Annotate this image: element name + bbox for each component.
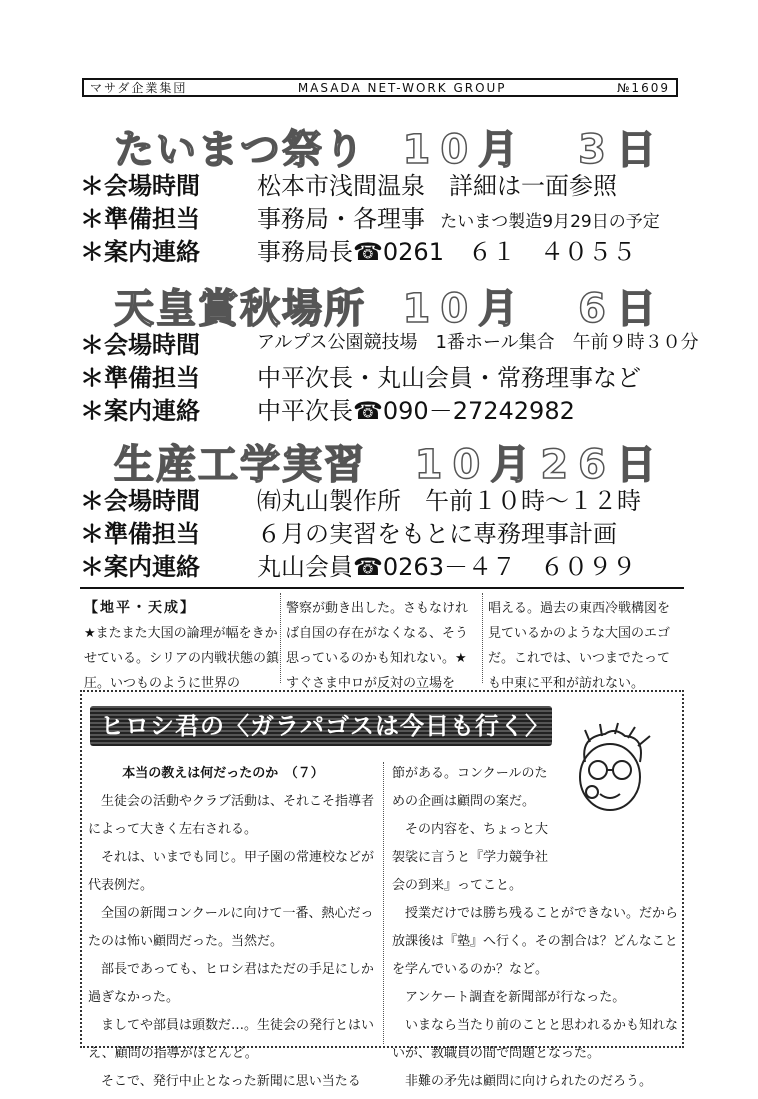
editorial-column-2 — [286, 596, 478, 696]
editorial-text-1: ★またまた大国の論理が幅をきかせている。シリアの内戦状態の鎮圧。いつものように世界の — [84, 626, 280, 691]
event-2-name: 天皇賞秋場所 — [114, 286, 366, 332]
event-1-name: たいまつ祭り — [114, 127, 366, 173]
section-divider — [80, 587, 684, 589]
event-2-label-3: ＊案内連絡 — [80, 397, 200, 425]
event-1-value-2 — [257, 199, 660, 234]
event-1-value-3: 事務局長☎0261 ６１ ４０５５ — [257, 238, 636, 266]
event-1-label-1: ＊会場時間 — [80, 172, 200, 200]
article-right-para-3: 授業だけでは勝ち残ることができない。だから放課後は『塾』へ行く。その割合は？どんなことを学んでいるのか？など。 — [392, 906, 679, 977]
article-left-para-5: ましてや部員は頭数だ…。生徒会の発行とはいえ、顧問の指導がほとんど。 — [88, 1018, 375, 1061]
header-left: マサダ企業集団 — [90, 81, 188, 95]
event-3 — [80, 433, 680, 580]
event-3-label-1: ＊会場時間 — [80, 487, 200, 515]
article-banner: ヒロシ君の〈ガラパゴスは今日も行く〉 — [90, 706, 552, 746]
editorial-column-1 — [84, 596, 284, 696]
event-2 — [80, 277, 699, 425]
event-1-label-3: ＊案内連絡 — [80, 238, 200, 266]
event-2-value-3: 中平次長☎090－27242982 — [257, 397, 575, 425]
event-1-date: 10月 3日 — [402, 127, 666, 173]
article-left-para-2: それは、いまでも同じ。甲子園の常連校などが代表例だ。 — [88, 850, 375, 893]
event-3-value-2: ６月の実習をもとに専務理事計画 — [257, 520, 617, 548]
event-1-label-2: ＊準備担当 — [80, 205, 200, 233]
event-2-value-2: 中平次長・丸山会員・常務理事など — [257, 364, 641, 392]
article-left-para-4: 部長であっても、ヒロシ君はただの手足にしか過ぎなかった。 — [88, 962, 374, 1005]
article-left-para-6: そこで、発行中止となった新聞に思い当たる — [101, 1074, 361, 1089]
event-1-value-2-main: 事務局・各理事 — [257, 205, 425, 233]
article-right-para-5: いまなら当たり前のことと思われるかも知れないが、教職員の間で問題となった。 — [392, 1018, 679, 1061]
event-3-value-1: ㈲丸山製作所 午前１０時～１２時 — [257, 487, 641, 515]
editorial-column-3 — [488, 596, 682, 696]
article-left-para-1: 生徒会の活動やクラブ活動は、それこそ指導者によって大きく左右される。 — [88, 794, 375, 837]
article-right-para-1: 節がある。コンクールのための企画は顧問の案だ。 — [392, 766, 548, 809]
event-1 — [80, 118, 680, 265]
editorial-text-3: 唱える。過去の東西冷戦構図を見ているかのような大国のエゴだ。これでは、いつまでたっても中東に平和が訪れない。 — [488, 601, 671, 691]
article-right-para-4: アンケート調査を新聞部が行なった。 — [405, 990, 626, 1005]
article-subtitle: 本当の教えは何だったのか （７） — [122, 766, 324, 781]
column-separator-2 — [482, 593, 483, 683]
event-3-date: 10月26日 — [414, 442, 666, 488]
article-right-para-2: その内容を、ちょっと大袈裟に言うと『学力競争社会の到来』ってこと。 — [392, 822, 549, 893]
event-2-value-1: アルプス公園競技場 1番ホール集合 午前９時３０分 — [257, 332, 699, 353]
article-column-separator — [383, 762, 384, 1044]
article-right-para-6: 非難の矛先は顧問に向けられたのだろう。 — [405, 1074, 653, 1089]
event-3-value-3: 丸山会員☎0263－４７ ６０９９ — [257, 553, 636, 581]
event-3-name: 生産工学実習 — [114, 442, 366, 488]
event-3-label-3: ＊案内連絡 — [80, 553, 200, 581]
event-2-label-1: ＊会場時間 — [80, 331, 200, 359]
event-2-label-2: ＊準備担当 — [80, 364, 200, 392]
editorial-text-2: 警察が動き出した。さもなければ自国の存在がなくなる、そう思っているのかも知れない。★すぐさま中ロが反対の立場を — [286, 601, 469, 691]
header-bar — [82, 78, 678, 97]
article-right-column — [392, 760, 682, 1096]
event-2-date: 10月 6日 — [402, 286, 666, 332]
event-1-value-2-extra: たいまつ製造9月29日の予定 — [440, 212, 660, 232]
header-center: MASADA NET-WORK GROUP — [297, 80, 507, 95]
article-left-column — [88, 760, 378, 1096]
event-3-label-2: ＊準備担当 — [80, 520, 200, 548]
event-1-value-1: 松本市浅間温泉 詳細は一面参照 — [257, 172, 617, 200]
header-right: №1609 — [616, 80, 670, 95]
editorial-title: 【地平・天成】 — [84, 600, 196, 616]
article-left-para-3: 全国の新聞コンクールに向けて一番、熱心だったのは怖い顧問だった。当然だ。 — [88, 906, 374, 949]
